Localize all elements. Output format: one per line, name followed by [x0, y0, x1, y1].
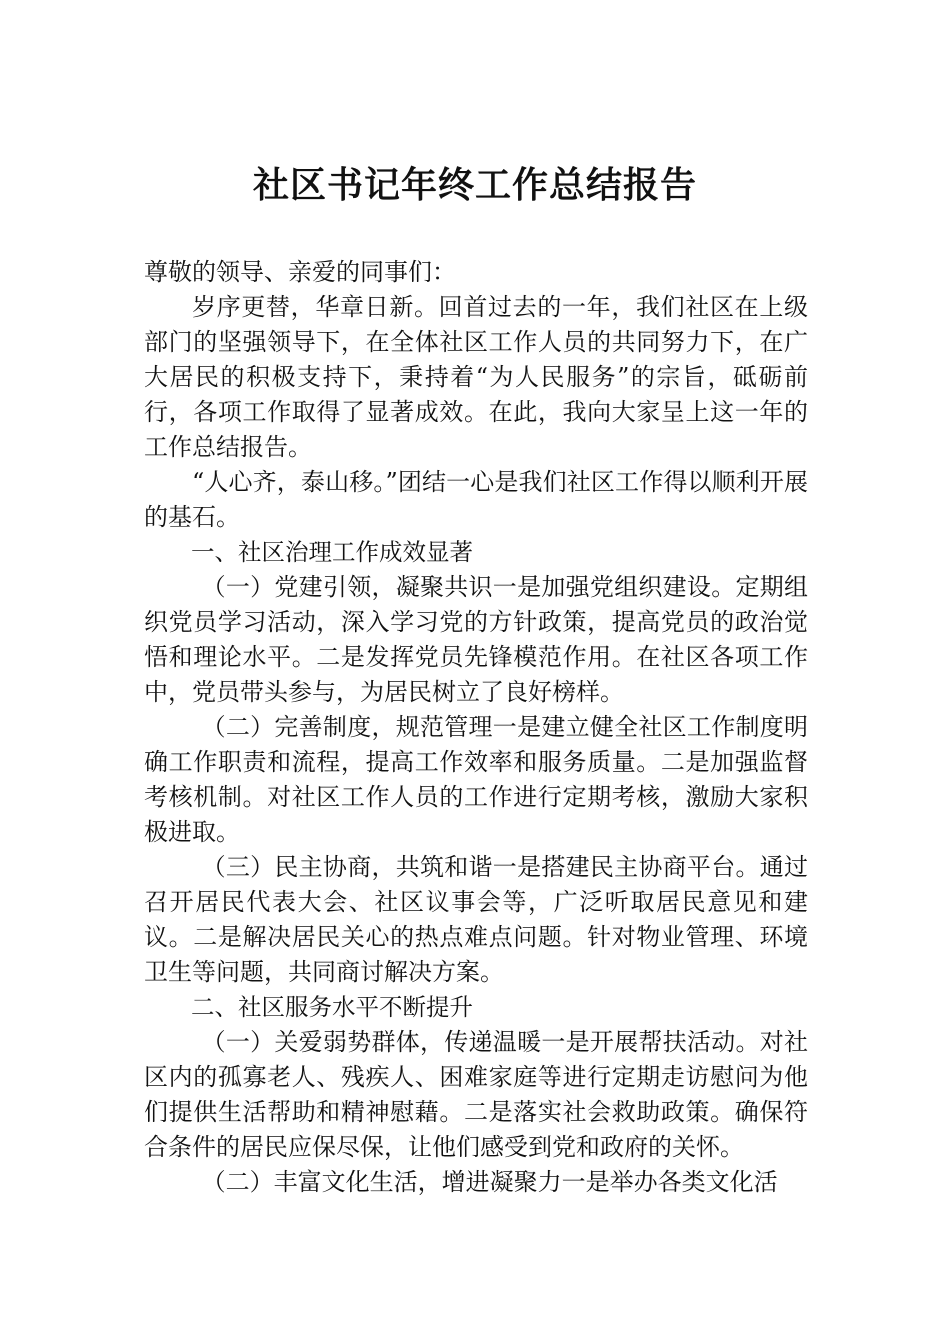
section-heading-1: 一、社区治理工作成效显著	[191, 538, 473, 566]
section2-item-2: （二）丰富文化生活，增进凝聚力一是举办各类文化活	[201, 1168, 778, 1196]
quote-paragraph: “人心齐，泰山移。”团结一心是我们社区工作得以顺利开展的基石。	[144, 468, 808, 531]
section-heading-2: 二、社区服务水平不断提升	[191, 993, 473, 1021]
section2-item-1: （一）关爱弱势群体，传递温暖一是开展帮扶活动。对社区内的孤寡老人、残疾人、困难家庭等进行定期走访慰问为他们提供生活帮助和精神慰藉。二是落实社会救助政策。确保符合条件的居民应保尽保，让他们感受到党和政府的关怀。	[144, 1028, 808, 1161]
document-title: 社区书记年终工作总结报告	[252, 164, 697, 206]
section1-item-2: （二）完善制度，规范管理一是建立健全社区工作制度明确工作职责和流程，提高工作效率和服务质量。二是加强监督考核机制。对社区工作人员的工作进行定期考核，激励大家积极进取。	[144, 713, 808, 846]
salutation: 尊敬的领导、亲爱的同事们：	[144, 258, 456, 286]
intro-paragraph: 岁序更替，华章日新。回首过去的一年，我们社区在上级部门的坚强领导下，在全体社区工作人员的共同努力下，在广大居民的积极支持下，秉持着“为人民服务”的宗旨，砥砺前行，各项工作取得了显著成效。在此，我向大家呈上这一年的工作总结报告。	[144, 293, 808, 461]
document-body	[144, 255, 808, 1200]
section1-item-3: （三）民主协商，共筑和谐一是搭建民主协商平台。通过召开居民代表大会、社区议事会等，广泛听取居民意见和建议。二是解决居民关心的热点难点问题。针对物业管理、环境卫生等问题，共同商讨解决方案。	[144, 853, 808, 986]
section1-item-1: （一）党建引领，凝聚共识一是加强党组织建设。定期组织党员学习活动，深入学习党的方针政策，提高党员的政治觉悟和理论水平。二是发挥党员先锋模范作用。在社区各项工作中，党员带头参与，为居民树立了良好榜样。	[144, 573, 808, 706]
